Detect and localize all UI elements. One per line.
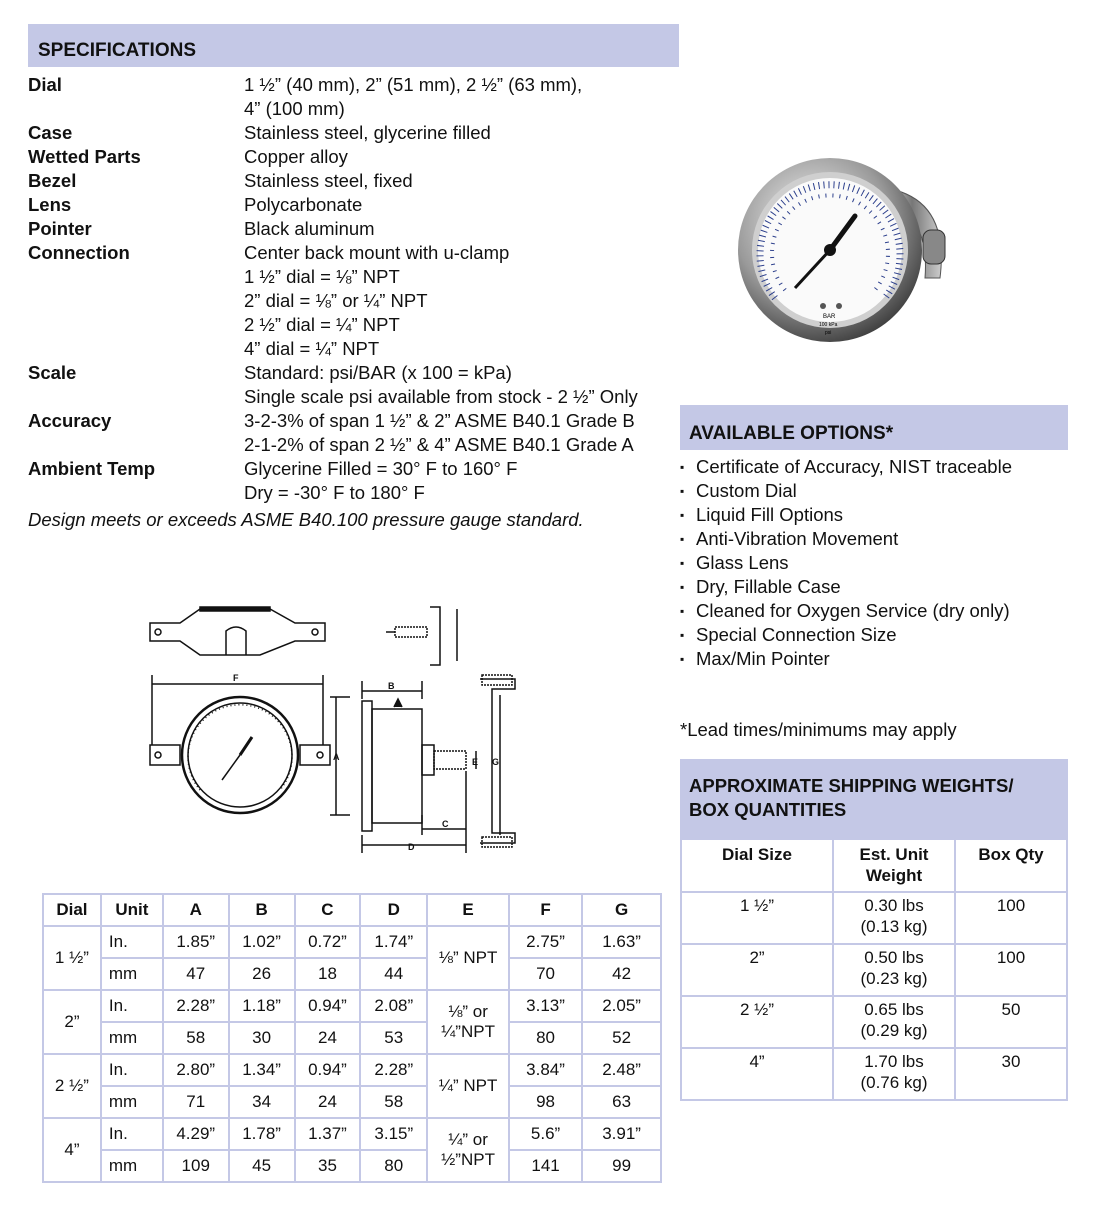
option-item <box>680 479 1012 503</box>
spec-label: Case <box>28 122 73 143</box>
ship-qty: 100 <box>955 892 1067 944</box>
spec-value-line: 1 ½” dial = ⅛” NPT <box>244 266 400 287</box>
spec-value-line: 2-1-2% of span 2 ½” & 4” ASME B40.1 Grade A <box>244 434 634 455</box>
dim-e-value <box>427 990 509 1054</box>
option-label: Custom Dial <box>696 480 797 501</box>
spec-value-line: 1 ½” (40 mm), 2” (51 mm), 2 ½” (63 mm), <box>244 74 583 95</box>
option-label: Glass Lens <box>696 552 789 573</box>
dim-value: 2.48” <box>582 1054 661 1086</box>
dim-value: 2.28” <box>163 990 229 1022</box>
dim-e-value <box>427 1118 509 1182</box>
option-item <box>680 575 1012 599</box>
bullet-icon: ▪ <box>680 628 685 642</box>
spec-value <box>244 121 688 145</box>
dim-value: 63 <box>582 1086 661 1118</box>
bullet-icon: ▪ <box>680 604 685 618</box>
dim-value: 47 <box>163 958 229 990</box>
spec-row <box>28 193 688 217</box>
dim-label-e: E <box>472 757 479 767</box>
shipping-row <box>681 996 1067 1048</box>
option-item <box>680 647 1012 671</box>
spec-label: Connection <box>28 242 130 263</box>
option-item <box>680 599 1012 623</box>
dim-unit: In. <box>101 926 163 958</box>
dim-value: 1.02” <box>229 926 295 958</box>
dim-value: 58 <box>360 1086 427 1118</box>
ship-qty: 30 <box>955 1048 1067 1100</box>
spec-value <box>244 457 688 505</box>
gauge-unit-kpa: 100 kPa <box>819 322 838 328</box>
spec-value <box>244 241 688 361</box>
dim-value: 52 <box>582 1022 661 1054</box>
dim-row-mm <box>43 1150 661 1182</box>
dim-e-line: ¼” NPT <box>438 1076 498 1095</box>
dim-value: 2.75” <box>509 926 582 958</box>
shipping-header <box>680 759 1068 838</box>
dim-col-header: D <box>360 894 427 926</box>
spec-row <box>28 409 688 457</box>
dim-e-line: ¼”NPT <box>441 1022 495 1041</box>
dim-e-line: ½”NPT <box>441 1150 495 1169</box>
specifications-title: SPECIFICATIONS <box>38 40 196 61</box>
dim-label-g: G <box>492 757 500 767</box>
dim-label-a: A <box>333 752 340 762</box>
option-item <box>680 527 1012 551</box>
spec-value-line: Copper alloy <box>244 146 348 167</box>
dim-value: 45 <box>229 1150 295 1182</box>
dim-value: 1.85” <box>163 926 229 958</box>
spec-value <box>244 361 688 409</box>
dim-row-mm <box>43 958 661 990</box>
dim-value: 2.28” <box>360 1054 427 1086</box>
spec-row <box>28 361 688 409</box>
ship-weight-lbs: 0.65 lbs <box>864 1000 924 1019</box>
dim-value: 70 <box>509 958 582 990</box>
dim-row-in <box>43 990 661 1022</box>
spec-value-line: Stainless steel, fixed <box>244 170 413 191</box>
gauge-unit-psi: psi <box>825 330 832 336</box>
dimensions-table <box>42 893 662 1183</box>
col-box-qty: Box Qty <box>955 839 1067 892</box>
dim-col-header: F <box>509 894 582 926</box>
spec-value <box>244 145 688 169</box>
bullet-icon: ▪ <box>680 532 685 546</box>
dim-value: 24 <box>295 1022 361 1054</box>
dim-value: 3.13” <box>509 990 582 1022</box>
dim-value: 3.91” <box>582 1118 661 1150</box>
ship-weight-kg: (0.13 kg) <box>860 917 928 936</box>
option-item <box>680 455 1012 479</box>
dim-row-in <box>43 1118 661 1150</box>
dim-unit: In. <box>101 1054 163 1086</box>
dim-col-header: Dial <box>43 894 101 926</box>
ship-qty: 50 <box>955 996 1067 1048</box>
dim-value: 109 <box>163 1150 229 1182</box>
spec-label: Accuracy <box>28 410 112 431</box>
spec-label: Lens <box>28 194 72 215</box>
bullet-icon: ▪ <box>680 508 685 522</box>
dim-value: 2.05” <box>582 990 661 1022</box>
dim-label-d: D <box>408 842 415 852</box>
option-item <box>680 623 1012 647</box>
dim-value: 42 <box>582 958 661 990</box>
spec-label: Pointer <box>28 218 92 239</box>
dim-col-header: E <box>427 894 509 926</box>
spec-value-line: 2” dial = ⅛” or ¼” NPT <box>244 290 428 311</box>
spec-row <box>28 169 688 193</box>
dim-value: 141 <box>509 1150 582 1182</box>
option-label: Anti-Vibration Movement <box>696 528 899 549</box>
dim-unit: mm <box>101 1086 163 1118</box>
option-label: Special Connection Size <box>696 624 897 645</box>
ship-weight <box>833 996 955 1048</box>
ship-weight-lbs: 0.30 lbs <box>864 896 924 915</box>
options-header <box>680 405 1068 450</box>
spec-value <box>244 409 688 457</box>
col-unit-weight: Est. Unit Weight <box>833 839 955 892</box>
spec-value-line: Stainless steel, glycerine filled <box>244 122 491 143</box>
spec-value-line: Glycerine Filled = 30° F to 160° F <box>244 458 518 479</box>
dim-value: 53 <box>360 1022 427 1054</box>
dim-value: 2.08” <box>360 990 427 1022</box>
option-label: Dry, Fillable Case <box>696 576 841 597</box>
dim-value: 1.78” <box>229 1118 295 1150</box>
dimension-drawing <box>140 595 530 865</box>
ship-dial: 2 ½” <box>681 996 833 1048</box>
dim-value: 2.80” <box>163 1054 229 1086</box>
dim-dial: 2” <box>43 990 101 1054</box>
dim-value: 1.18” <box>229 990 295 1022</box>
bullet-icon: ▪ <box>680 556 685 570</box>
spec-label: Bezel <box>28 170 77 191</box>
options-list <box>680 455 1012 671</box>
ship-dial: 2” <box>681 944 833 996</box>
option-label: Cleaned for Oxygen Service (dry only) <box>696 600 1010 621</box>
dim-value: 35 <box>295 1150 361 1182</box>
shipping-row <box>681 944 1067 996</box>
option-label: Certificate of Accuracy, NIST traceable <box>696 456 1012 477</box>
bullet-icon: ▪ <box>680 580 685 594</box>
ship-weight-kg: (0.76 kg) <box>860 1073 928 1092</box>
dim-value: 99 <box>582 1150 661 1182</box>
dim-value: 44 <box>360 958 427 990</box>
dim-value: 1.34” <box>229 1054 295 1086</box>
dim-e-line: ⅛” or <box>448 1002 488 1021</box>
dim-col-header: B <box>229 894 295 926</box>
dim-col-header: G <box>582 894 661 926</box>
spec-label: Dial <box>28 74 62 95</box>
option-label: Liquid Fill Options <box>696 504 844 525</box>
spec-value-line: Center back mount with u-clamp <box>244 242 510 263</box>
shipping-title-line1: APPROXIMATE SHIPPING WEIGHTS/ <box>689 775 1014 796</box>
dim-unit: mm <box>101 1150 163 1182</box>
spec-value <box>244 169 688 193</box>
ship-weight <box>833 1048 955 1100</box>
dim-row-mm <box>43 1022 661 1054</box>
specifications-list <box>28 73 688 505</box>
gauge-unit-bar: BAR <box>823 314 836 320</box>
dim-unit: In. <box>101 990 163 1022</box>
dim-value: 3.15” <box>360 1118 427 1150</box>
option-label: Max/Min Pointer <box>696 648 830 669</box>
spec-value <box>244 217 688 241</box>
lead-time-note: *Lead times/minimums may apply <box>680 719 957 740</box>
option-item <box>680 503 1012 527</box>
dim-col-header: A <box>163 894 229 926</box>
shipping-title-line2: BOX QUANTITIES <box>689 799 847 820</box>
col-dial-size: Dial Size <box>681 839 833 892</box>
dim-unit: mm <box>101 958 163 990</box>
dim-label-c: C <box>442 819 449 829</box>
ship-dial: 1 ½” <box>681 892 833 944</box>
ship-weight-kg: (0.23 kg) <box>860 969 928 988</box>
spec-value-line: 4” (100 mm) <box>244 98 345 119</box>
ship-qty: 100 <box>955 944 1067 996</box>
spec-label: Wetted Parts <box>28 146 141 167</box>
ship-weight <box>833 944 955 996</box>
dim-row-in <box>43 926 661 958</box>
spec-value-line: Black aluminum <box>244 218 375 239</box>
gauge-photo <box>735 128 955 368</box>
spec-value-line: 2 ½” dial = ¼” NPT <box>244 314 400 335</box>
bullet-icon: ▪ <box>680 652 685 666</box>
dim-value: 30 <box>229 1022 295 1054</box>
spec-row <box>28 121 688 145</box>
dim-row-mm <box>43 1086 661 1118</box>
dim-dial: 4” <box>43 1118 101 1182</box>
dim-unit: mm <box>101 1022 163 1054</box>
dim-label-f: F <box>233 673 239 683</box>
dim-col-header: Unit <box>101 894 163 926</box>
dim-value: 58 <box>163 1022 229 1054</box>
spec-label: Scale <box>28 362 77 383</box>
dim-dial: 2 ½” <box>43 1054 101 1118</box>
spec-value-line: Single scale psi available from stock - 2 ½” Only <box>244 386 638 407</box>
dim-value: 26 <box>229 958 295 990</box>
dim-value: 80 <box>360 1150 427 1182</box>
dim-value: 98 <box>509 1086 582 1118</box>
ship-weight-lbs: 1.70 lbs <box>864 1052 924 1071</box>
ship-dial: 4” <box>681 1048 833 1100</box>
spec-value-line: 3-2-3% of span 1 ½” & 2” ASME B40.1 Grade B <box>244 410 635 431</box>
dim-row-in <box>43 1054 661 1086</box>
dim-value: 1.63” <box>582 926 661 958</box>
dim-value: 1.37” <box>295 1118 361 1150</box>
spec-value-line: Dry = -30° F to 180° F <box>244 482 425 503</box>
spec-row <box>28 217 688 241</box>
dim-value: 18 <box>295 958 361 990</box>
dim-unit: In. <box>101 1118 163 1150</box>
dim-e-line: ⅛” NPT <box>438 948 498 967</box>
shipping-table <box>680 838 1068 1101</box>
dim-value: 5.6” <box>509 1118 582 1150</box>
dim-value: 0.94” <box>295 1054 361 1086</box>
dim-value: 4.29” <box>163 1118 229 1150</box>
spec-label: Ambient Temp <box>28 458 156 479</box>
shipping-row <box>681 892 1067 944</box>
specifications-header <box>28 24 679 67</box>
option-item <box>680 551 1012 575</box>
ship-weight-lbs: 0.50 lbs <box>864 948 924 967</box>
bullet-icon: ▪ <box>680 484 685 498</box>
ship-weight-kg: (0.29 kg) <box>860 1021 928 1040</box>
dim-value: 71 <box>163 1086 229 1118</box>
spec-value <box>244 73 688 121</box>
dim-value: 0.72” <box>295 926 361 958</box>
dim-e-value <box>427 926 509 990</box>
standard-note: Design meets or exceeds ASME B40.100 pressure gauge standard. <box>28 509 584 530</box>
spec-row <box>28 73 688 121</box>
spec-value-line: Polycarbonate <box>244 194 363 215</box>
dim-e-line: ¼” or <box>448 1130 488 1149</box>
spec-row <box>28 457 688 505</box>
dim-value: 1.74” <box>360 926 427 958</box>
dim-value: 0.94” <box>295 990 361 1022</box>
dim-dial: 1 ½” <box>43 926 101 990</box>
dim-value: 24 <box>295 1086 361 1118</box>
bullet-icon: ▪ <box>680 460 685 474</box>
spec-row <box>28 241 688 361</box>
dim-label-b: B <box>388 681 395 691</box>
dim-value: 3.84” <box>509 1054 582 1086</box>
dim-col-header: C <box>295 894 361 926</box>
ship-weight <box>833 892 955 944</box>
dim-value: 34 <box>229 1086 295 1118</box>
spec-value-line: Standard: psi/BAR (x 100 = kPa) <box>244 362 512 383</box>
shipping-row <box>681 1048 1067 1100</box>
spec-value-line: 4” dial = ¼” NPT <box>244 338 380 359</box>
spec-row <box>28 145 688 169</box>
dim-value: 80 <box>509 1022 582 1054</box>
dim-e-value <box>427 1054 509 1118</box>
options-title: AVAILABLE OPTIONS* <box>689 423 894 444</box>
spec-value <box>244 193 688 217</box>
